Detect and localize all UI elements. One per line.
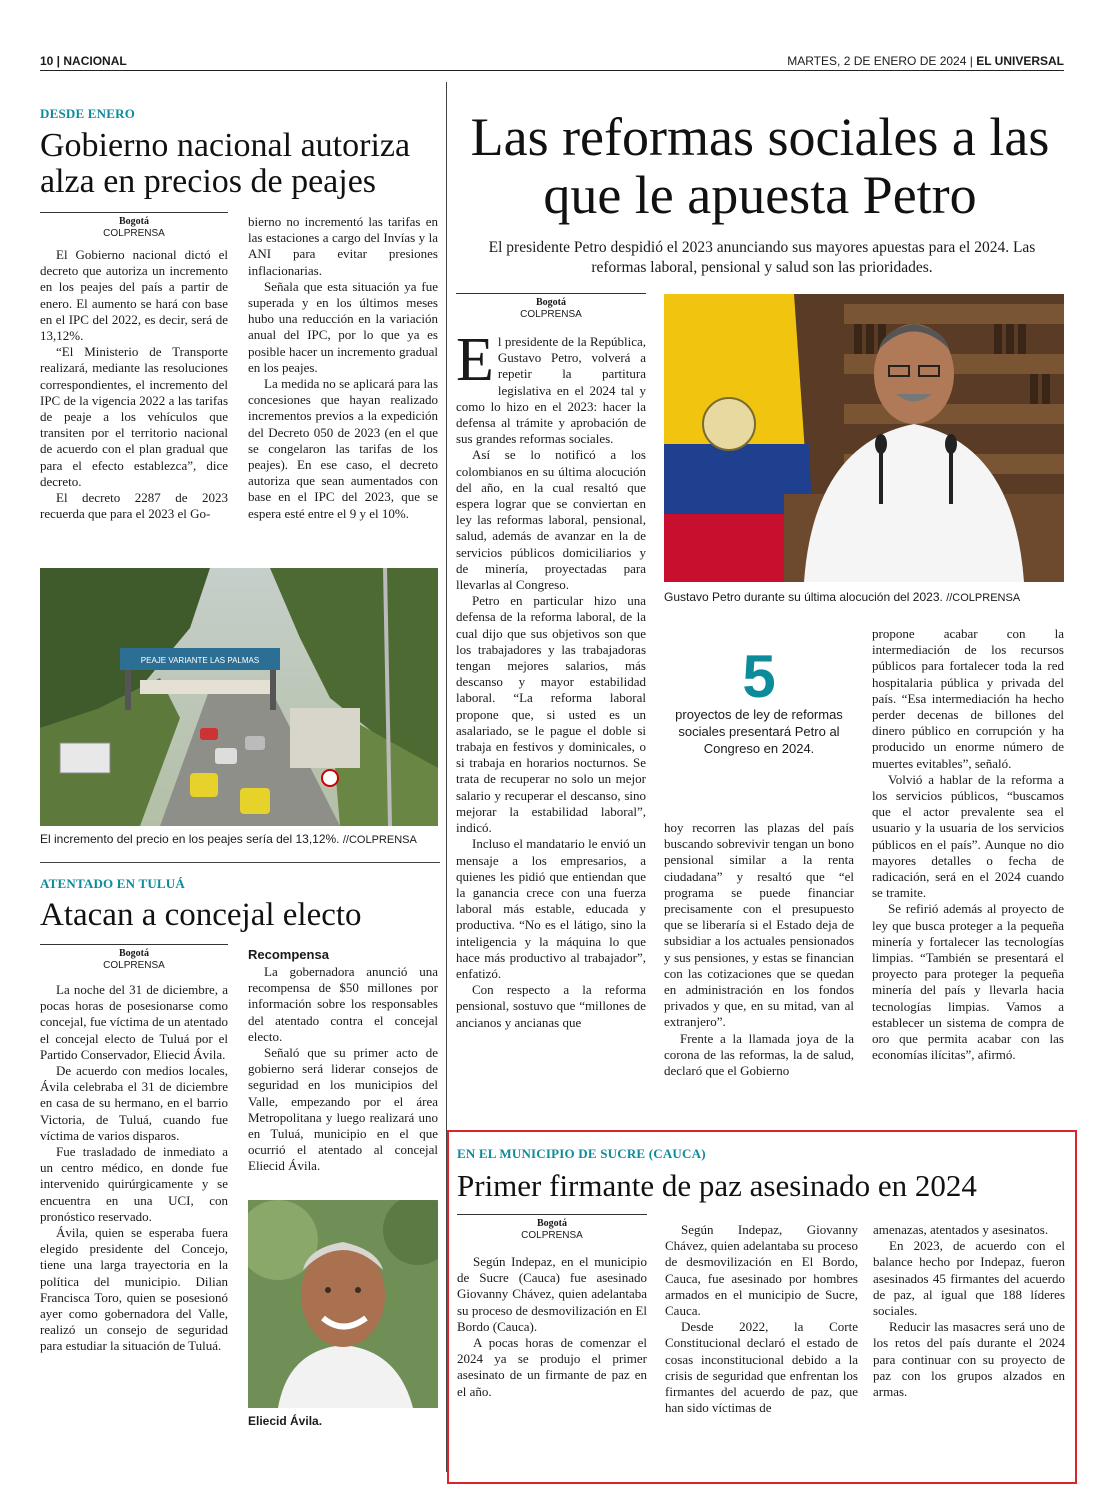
sucre-column-3 [873,1222,1065,1400]
paragraph: En 2023, de acuerdo con el balance hecho por Indepaz, fueron asesinados 45 firmantes del acuerdo de paz, al igual que 188 líderes sociales. [873,1238,1065,1319]
sucre-column-2 [665,1222,858,1416]
caption-text: El incremento del precio en los peajes sería del 13,12%. [40,832,340,846]
peajes-byline [40,212,228,240]
byline-city: Bogotá [537,1218,567,1229]
byline-city: Bogotá [536,297,566,308]
paragraph: Señala que esta situación ya fue superada y en los últimos meses hubo una reducción en la variación anual del IPC, por lo que ya es posible hacer un incremento gradual en los peajes. [248,278,438,375]
byline-agency: COLPRENSA [103,960,165,971]
byline-agency: COLPRENSA [520,309,582,320]
section-label: 10 | NACIONAL [40,54,127,68]
toll-booth-photo [40,568,438,826]
petro-photo [664,294,1064,582]
peajes-headline: Gobierno nacional autoriza alza en precios de peajes [40,127,411,200]
tulua-caption: Eliecid Ávila. [248,1414,323,1428]
tulua-headline: Atacan a concejal electo [40,897,362,933]
sucre-headline: Primer firmante de paz asesinado en 2024 [457,1168,977,1203]
section-divider [40,862,440,863]
peajes-caption [40,832,440,847]
newspaper-name: EL UNIVERSAL [976,54,1064,68]
caption-source: //COLPRENSA [342,834,417,846]
reformas-column-1 [456,326,646,1031]
paragraph: propone acabar con la intermediación de los recursos públicos para fortalecer toda la red hospitalaria pública y privada del país. “Esa intermediación ha hecho perder decenas de billones del dinero público en corrupción y ha producido un enorme número de muertes evitables”, señaló. [872,626,1064,771]
reformas-column-2 [664,820,854,1079]
tulua-kicker: ATENTADO EN TULUÁ [40,876,185,891]
paragraph: Con respecto a la reforma pensional, sostuvo que “millones de ancianos y ancianas que [456,982,646,1030]
paragraph: amenazas, atentados y asesinatos. [873,1222,1049,1237]
edition-date [787,54,1064,68]
paragraph: Ávila, quien se esperaba fuera elegido presidente del Concejo, tiene una larga trayectoria en la política del municipio. Dilian Francisca Toro, quien se posesionó ayer como gobernadora del Valle, realizó un consejo de seguridad para estudiar la situación de Tuluá. [40,1225,228,1354]
paragraph: De acuerdo con medios locales, Ávila celebraba el 31 de diciembre en casa de su hermano, en el barrio Victoria, de Tuluá, cuando fue víctima de varios disparos. [40,1063,228,1143]
byline-agency: COLPRENSA [103,228,165,239]
reformas-headline: Las reformas sociales a las que le apuesta Petro [470,107,1050,225]
paragraph: Volvió a hablar de la reforma a los servicios públicos, “buscamos que el actor prevalente sea el usuario y la usuaria de los servicios públicos en el país”. Aunque no dio mayores detalles o fecha de radicación, será en el 2024 cuando se tramite. [872,771,1064,901]
paragraph: Se refirió además al proyecto de ley que busca proteger a la pequeña minería y fortalecer las tecnologías limpias. “También se presentará el proyecto para proteger la pequeña minería del país y llevarla hacia tecnologías limpias. Vamos a establecer un sistema de compra de oro que permita acabar con las economías ilícitas”, afirmó. [872,901,1064,1063]
peajes-column-1 [40,247,228,522]
big-number-text: proyectos de ley de reformas sociales presentará Petro al Congreso en 2024. [675,707,843,756]
big-number: 5 [742,643,776,710]
paragraph: Desde 2022, la Corte Constitucional declaró el estado de cosas inconstitucional debido a la crisis de seguridad que enfrentan los firmantes del acuerdo de paz, que han sido víctimas de [665,1319,858,1416]
eliecid-avila-photo [248,1200,438,1408]
paragraph: Señaló que su primer acto de gobierno será liderar consejos de seguridad en los municipios del Valle, empezando por el área Metropolitana y luego realizará uno en Tuluá, municipio en el que ocurrió el atentado al concejal Eliecid Ávila. [248,1045,438,1174]
paragraph: La medida no se aplicará para las concesiones que hayan realizado incrementos previos a la expedición del Decreto 050 de 2023 (en el que se congelaron las tarifas de los peajes). En ese caso, el decreto autoriza que sean aumentados con base en el IPC del 2023, que se espera esté entre el 9 y el 10%. [248,376,438,521]
reformas-deck: El presidente Petro despidió el 2023 anunciando sus mayores apuestas para el 2024. Las reformas laboral, pensional y salud son las prioridades. [488,239,1036,276]
paragraph: Incluso el mandatario le envió un mensaje a los empresarios, a quienes les pidió que entiendan que la ganancia crece con una fuerza laboral más estable, educada y productiva. “No es el látigo, sino la inteligencia y la máquina lo que hace más productivo al trabajador”, enfatizó. [456,836,646,981]
byline-city: Bogotá [119,948,149,959]
paragraph: Fue trasladado de inmediato a un centro médico, en donde fue intervenido quirúrgicamente y se encuentra en una UCI, con pronóstico reservado. [40,1144,228,1224]
caption-source: //COLPRENSA [946,592,1021,604]
peajes-column-2 [248,214,438,522]
tulua-column-2 [248,964,438,1175]
toll-sign-text: PEAJE VARIANTE LAS PALMAS [140,656,260,665]
paragraph: El decreto 2287 de 2023 recuerda que para el 2023 el Go- [40,490,228,522]
peajes-kicker: DESDE ENERO [40,106,136,121]
tulua-column-1 [40,982,228,1355]
sucre-column-1 [457,1254,647,1400]
paragraph: La noche del 31 de diciembre, a pocas horas de posesionarse como concejal, fue víctima de un atentado el concejal electo de Tuluá por el Partido Conservador, Eliecid Ávila. [40,982,228,1062]
date-text: MARTES, 2 DE ENERO DE 2024 | [787,54,973,68]
paragraph: Frente a la llamada joya de la corona de las reformas, la de salud, declaró que el Gobierno [664,1030,854,1079]
paragraph: Reducir las masacres será uno de los retos del país durante el 2024 para continuar con su proyecto de paz con los grupos alzados en armas. [873,1319,1065,1400]
tulua-byline [40,944,228,972]
reformas-column-3 [872,626,1064,1063]
petro-caption [664,590,1020,605]
paragraph: l presidente de la República, Gustavo Petro, volverá a repetir la partitura legislativa en el 2024 tal y como lo hizo en el 2023: hacer la defensa al trámite y aprobación de sus grandes reformas sociales. [456,334,646,447]
paragraph: Así se lo notificó a los colombianos en su última alocución del año, en la cual resaltó que espera lograr que se conviertan en ley las reformas laboral, pensional, salud, además de avanzar en la de servicios públicos domiciliarios y de minería, proyectadas para llevarlas al Congreso. [456,447,646,593]
paragraph: Según Indepaz, Giovanny Chávez, quien adelantaba su proceso de desmovilización en El Bordo, Cauca, fue asesinado por hombres armados en el municipio de Sucre, Cauca. [665,1222,858,1319]
paragraph: El Gobierno nacional dictó el decreto que autoriza un incremento en los peajes del país a partir de enero. El aumento se hará con base en el IPC del 2022, es decir, será de 13,12%. [40,247,228,344]
paragraph: Según Indepaz, en el municipio de Sucre (Cauca) fue asesinado Giovanny Chávez, quien adelantaba su proceso de desmovilización en El Bordo (Cauca). [457,1254,647,1334]
byline-city: Bogotá [119,216,149,227]
sucre-kicker: EN EL MUNICIPIO DE SUCRE (CAUCA) [457,1146,706,1161]
paragraph: bierno no incrementó las tarifas en las estaciones a cargo del Invías y la ANI para evitar presiones inflacionarias. [248,214,438,278]
drop-cap: E [456,326,494,394]
caption-text: Gustavo Petro durante su última alocución del 2023. [664,590,943,604]
reformas-byline [456,293,646,321]
paragraph: A pocas horas de comenzar el 2024 ya se produjo el primer asesinato de un firmante de paz en el año. [457,1335,647,1399]
paragraph: Petro en particular hizo una defensa de la reforma laboral, de la cual dijo que sus objetivos son que los trabajadores y las trabajadoras tengan mejores salarios, más descanso y mayor estabilidad laboral. “La reforma laboral propone que, si usted es un asalariado, se le pague el doble si trabaja en festivos y dominicales, o si trabaja en horarios nocturnos. Se trata de recuperar no solo un mejor salario y recuperar el descanso, sino mejorar la estabilidad laboral”, indicó. [456,593,646,836]
paragraph: “El Ministerio de Transporte realizará, mediante las resoluciones correspondientes, el incremento del IPC de la vigencia 2022 a las tarifas de peaje a los vehículos que transiten por el territorio nacional de acuerdo con el plan gradual que para el efecto establezca”, dice decreto. [40,344,228,489]
paragraph: La gobernadora anunció una recompensa de $50 millones por información sobre los responsables del atentado contra el concejal electo. [248,964,438,1044]
header-rule [40,70,1064,71]
byline-agency: COLPRENSA [521,1230,583,1241]
tulua-subhead: Recompensa [248,947,329,962]
sucre-byline [457,1214,647,1242]
paragraph: hoy recorren las plazas del país buscando sobrevivir tengan un bono pensional similar a la renta ciudadana” y resaltó que “el programa se puede financiar precisamente con el presupuesto que se liberaría si el Estado deja de subsidiar a los actuales pensionados y sus pensiones, y estas se financian con las cotizaciones que se quedan en administración en los fondos privados y que, en su mitad, van al extranjero”. [664,820,854,1030]
